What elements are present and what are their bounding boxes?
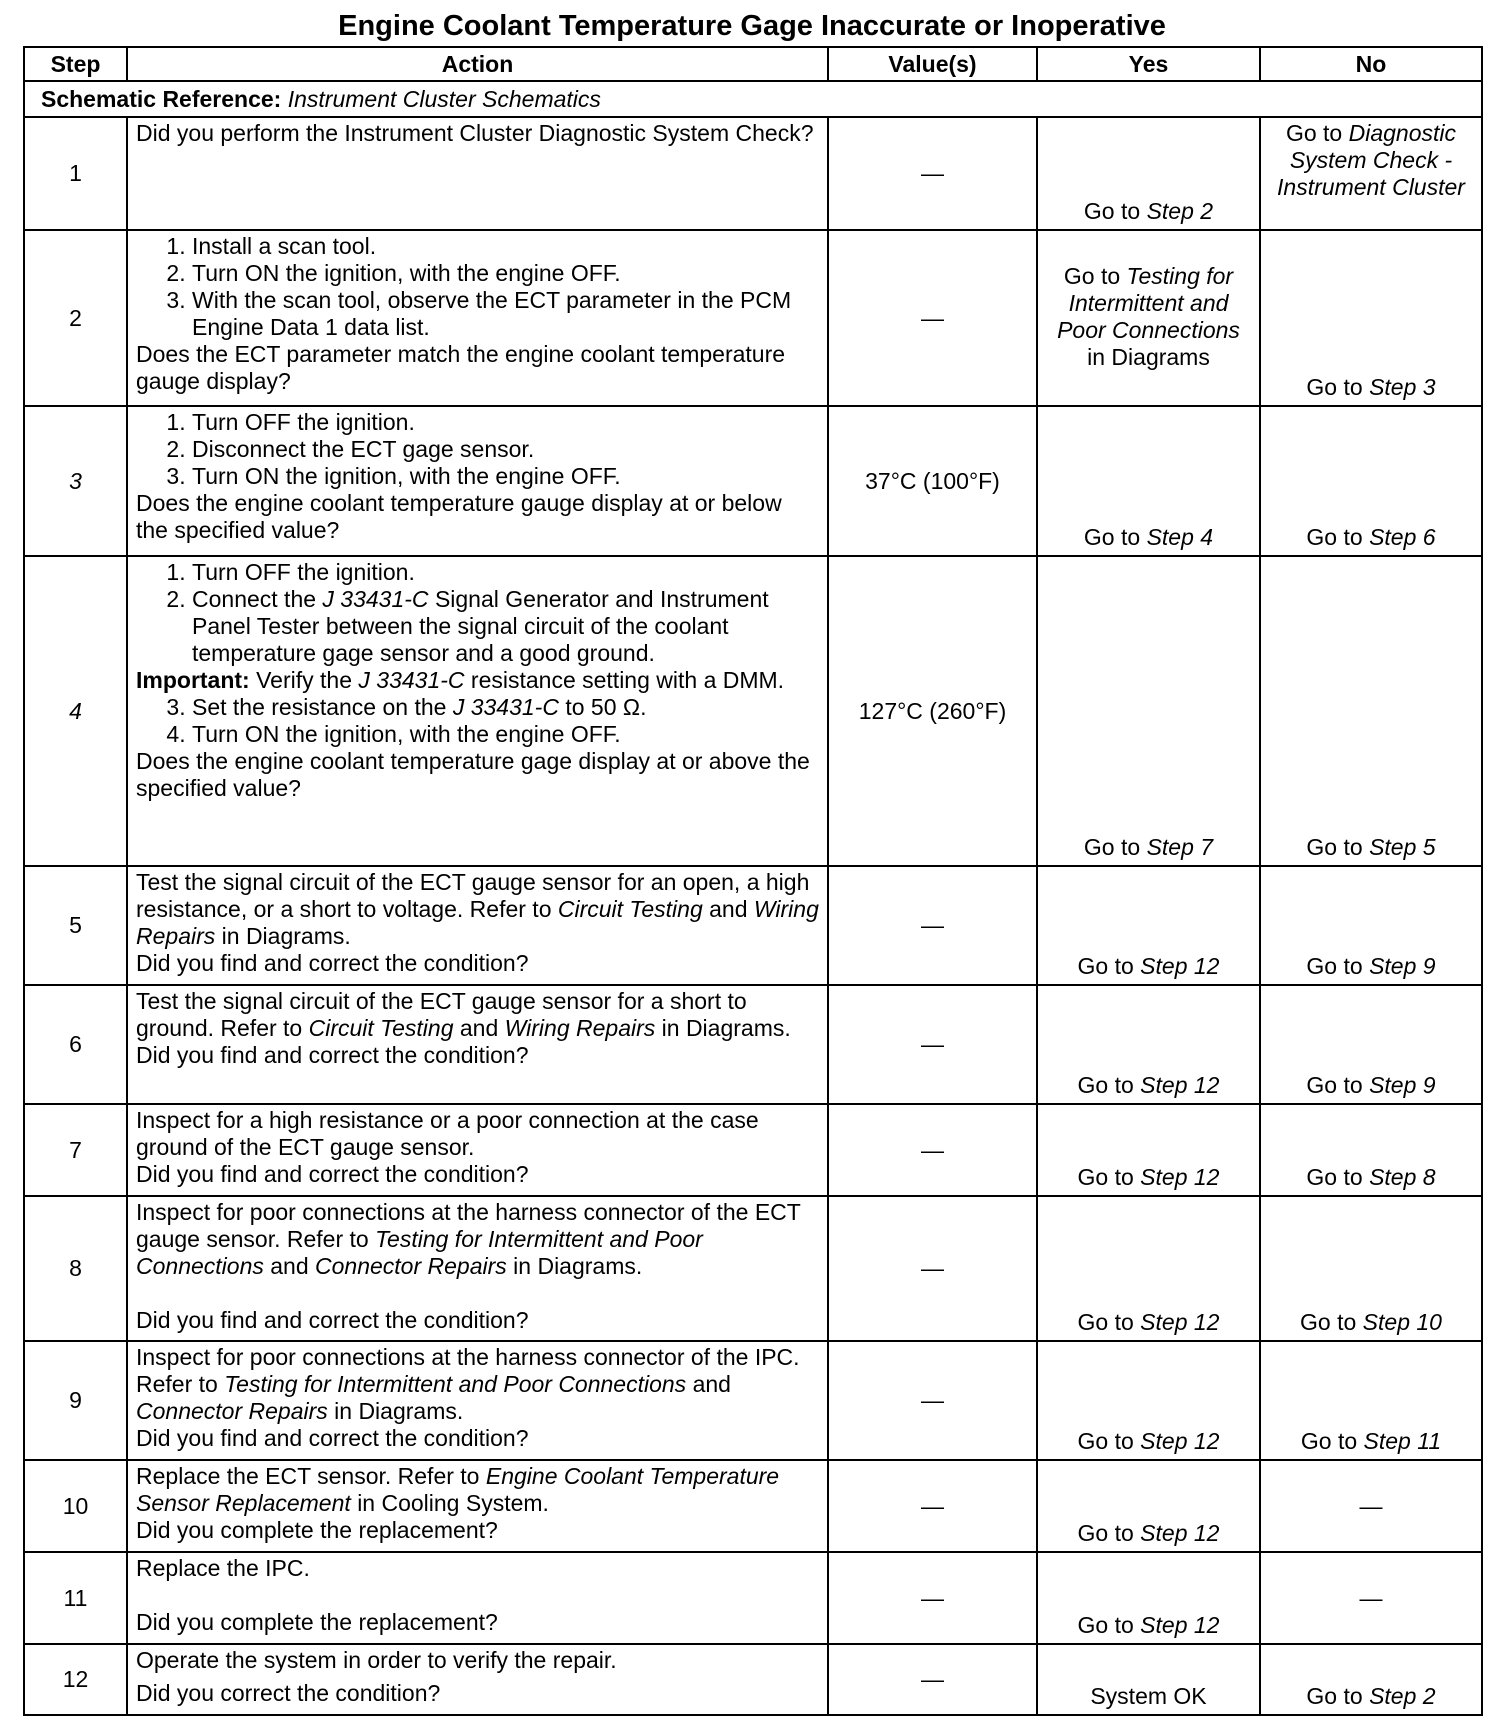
go-to-text: Go to [1306,834,1363,860]
table-row [24,406,1482,556]
action-cell [127,1104,828,1196]
action-cell [127,406,828,556]
action-text-part: Inspect for poor connections at the harness connector of the ECT gauge sensor. Refer to [136,1199,801,1252]
tool-name: J 33431-C [322,586,429,612]
yes-cell [1037,1341,1260,1460]
list-item [192,694,819,721]
action-text [136,1199,819,1280]
value-cell: — [828,1552,1037,1644]
question-text: Does the engine coolant temperature gage display at or above the specified value? [136,748,810,801]
go-to-text: Go to [1077,953,1134,979]
list-item-text: Set the resistance on the [192,694,447,720]
conjunction: and [459,1015,499,1041]
step-number: 1 [24,117,127,230]
step-link[interactable]: Step 10 [1362,1309,1442,1335]
no-cell [1260,556,1482,866]
step-number: 7 [24,1104,127,1196]
go-to-text: Go to [1306,524,1363,550]
reference-link[interactable]: Connector Repairs [315,1253,507,1279]
step-link[interactable]: Step 12 [1140,1164,1220,1190]
go-to-text: Go to [1306,1072,1363,1098]
reference-link[interactable]: Testing for Intermittent and Poor Connections [1057,263,1240,343]
list-item: 3. With the scan tool, observe the ECT parameter in the PCM Engine Data 1 data list. [192,287,819,341]
step-link[interactable]: Step 6 [1369,524,1436,550]
go-to-text: Go to [1300,1428,1358,1454]
no-cell [1260,1644,1482,1715]
list-item: 1. Turn OFF the ignition. [192,559,819,586]
go-to-text: Go to [1077,1072,1134,1098]
table-row [24,985,1482,1104]
action-list [136,559,819,667]
step-number: 11 [24,1552,127,1644]
question-text: Does the engine coolant temperature gauge display at or below the specified value? [136,490,782,543]
tool-name: J 33431-C [452,694,559,720]
step-number: 5 [24,866,127,985]
action-text-part: Test the signal circuit of the ECT gauge sensor for a short to ground. Refer to [136,988,747,1041]
no-cell [1260,866,1482,985]
in-diagrams-text: in Diagrams [1087,344,1210,370]
diagnostic-table [23,46,1483,1716]
action-list [136,233,819,341]
action-text [136,1344,819,1425]
no-cell [1260,985,1482,1104]
yes-cell [1037,1460,1260,1552]
page-title: Engine Coolant Temperature Gage Inaccurate or Inoperative [338,10,1166,42]
reference-link[interactable]: Connector Repairs [136,1398,328,1424]
action-cell [127,866,828,985]
value-cell: — [828,866,1037,985]
reference-link[interactable]: Wiring Repairs [504,1015,656,1041]
schematic-link[interactable]: Instrument Cluster Schematics [287,85,601,112]
tool-name: J 33431-C [358,667,465,693]
header-row [24,47,1482,81]
list-item: 3. Turn ON the ignition, with the engine OFF. [192,463,819,490]
in-section-text: in Cooling System. [357,1490,549,1516]
list-item-text: to 50 Ω. [565,694,647,720]
action-cell [127,117,828,230]
action-cell [127,1341,828,1460]
question-text: Did you complete the replacement? [136,1517,498,1543]
go-to-text: Go to [1306,1683,1363,1709]
value-cell: — [828,1341,1037,1460]
list-item-text: Connect the [192,586,317,612]
header-value: Value(s) [828,47,1037,81]
reference-link[interactable]: Diagnostic System Check - Instrument Cluster [1277,120,1465,200]
go-to-text: Go to [1077,1309,1134,1335]
table-row [24,1104,1482,1196]
no-cell [1260,1196,1482,1341]
step-number [24,406,127,556]
step-link[interactable]: Step 12 [1140,1309,1220,1335]
action-text [136,1463,819,1517]
yes-cell [1037,866,1260,985]
action-text [136,869,819,950]
schematic-row [24,81,1482,117]
go-to-text: Go to [1285,120,1343,146]
no-cell [1260,406,1482,556]
no-cell: — [1260,1552,1482,1644]
reference-link[interactable]: Testing for Intermittent and Poor Connections [136,1226,703,1279]
step-link[interactable]: Step 2 [1146,198,1214,224]
important-note [136,667,819,694]
action-cell [127,1552,828,1644]
header-step: Step [24,47,127,81]
reference-link[interactable]: Testing for Intermittent and Poor Connections [224,1371,687,1397]
question-text: Did you find and correct the condition? [136,1161,529,1187]
step-number: 12 [24,1644,127,1715]
schematic-label: Schematic Reference: [41,85,282,112]
step-number: 2 [24,230,127,406]
important-text: Verify the [256,667,352,693]
step-link[interactable]: Step 12 [1140,1428,1220,1454]
action-cell [127,1644,828,1715]
yes-cell [1037,985,1260,1104]
step-link[interactable]: Step 5 [1369,834,1436,860]
in-diagrams-text: in Diagrams. [221,923,351,949]
no-cell [1260,117,1482,230]
step-link[interactable]: Step 12 [1140,1612,1220,1638]
value-cell: — [828,1196,1037,1341]
table-row [24,556,1482,866]
step-number-text: 3 [69,467,82,494]
go-to-text: Go to [1306,1164,1363,1190]
list-item: 1. Install a scan tool. [192,233,819,260]
question-text: Did you find and correct the condition? [136,1425,529,1451]
action-text-part: Test the signal circuit of the ECT gauge sensor for an open, a high resistance, or a short to voltage. Refer to [136,869,810,922]
action-cell [127,985,828,1104]
value-cell: — [828,117,1037,230]
question-text: Did you correct the condition? [136,1680,441,1706]
no-cell: — [1260,1460,1482,1552]
value-cell: 127°C (260°F) [828,556,1037,866]
conjunction: and [270,1253,309,1279]
table-row [24,1341,1482,1460]
action-cell [127,1460,828,1552]
spacer [136,1582,819,1609]
value-cell: — [828,1644,1037,1715]
go-to-text: Go to [1083,198,1141,224]
action-text: Operate the system in order to verify the repair. [136,1647,617,1673]
in-diagrams-text: in Diagrams. [334,1398,464,1424]
step-link[interactable]: Step 3 [1369,374,1436,400]
list-item [192,586,819,667]
action-list [136,409,819,490]
header-yes: Yes [1037,47,1260,81]
go-to-text: Go to [1083,834,1141,860]
reference-link[interactable]: Circuit Testing [308,1015,454,1041]
list-item: 4. Turn ON the ignition, with the engine OFF. [192,721,819,748]
step-number: 9 [24,1341,127,1460]
value-cell: — [828,230,1037,406]
step-link[interactable]: Step 12 [1140,953,1220,979]
action-list [136,694,819,748]
step-link[interactable]: Step 12 [1140,1520,1220,1546]
yes-cell [1037,230,1260,406]
go-to-text: Go to [1306,374,1363,400]
value-cell: — [828,1104,1037,1196]
no-cell [1260,230,1482,406]
go-to-text: Go to [1077,1612,1134,1638]
in-diagrams-text: in Diagrams. [513,1253,643,1279]
action-text [136,988,819,1042]
value-cell: — [828,985,1037,1104]
go-to-text: Go to [1077,1164,1134,1190]
conjunction: and [692,1371,731,1397]
step-number-text: 4 [69,697,82,724]
question-text: Does the ECT parameter match the engine coolant temperature gauge display? [136,341,786,394]
step-number: 6 [24,985,127,1104]
spacer [136,1280,819,1307]
table-row [24,1196,1482,1341]
important-label: Important: [136,667,250,693]
step-link[interactable]: Step 11 [1363,1428,1442,1454]
go-to-text: Go to [1063,263,1121,289]
question-text: Did you find and correct the condition? [136,1307,529,1333]
step-link[interactable]: Step 4 [1146,524,1214,550]
go-to-text: Go to [1077,1428,1134,1454]
yes-cell [1037,556,1260,866]
action-cell [127,1196,828,1341]
step-link[interactable]: Step 9 [1369,1072,1436,1098]
in-diagrams-text: in Diagrams. [661,1015,791,1041]
step-number: 10 [24,1460,127,1552]
header-action: Action [127,47,828,81]
step-link[interactable]: Step 8 [1369,1164,1436,1190]
step-link[interactable]: Step 7 [1146,834,1214,860]
yes-cell [1037,1196,1260,1341]
go-to-text: Go to [1077,1520,1134,1546]
no-cell [1260,1341,1482,1460]
question-text: Did you complete the replacement? [136,1609,498,1635]
yes-cell [1037,117,1260,230]
list-item: 2. Turn ON the ignition, with the engine OFF. [192,260,819,287]
action-text: Inspect for a high resistance or a poor connection at the case ground of the ECT gauge sensor. [136,1107,759,1160]
step-link[interactable]: Step 12 [1140,1072,1220,1098]
step-link[interactable]: Step 9 [1369,953,1436,979]
action-text-part: Inspect for poor connections at the harness connector of the IPC. Refer to [136,1344,800,1397]
question-text: Did you find and correct the condition? [136,1042,529,1068]
yes-cell [1037,1552,1260,1644]
conjunction: and [709,896,748,922]
list-item: 2. Disconnect the ECT gage sensor. [192,436,819,463]
go-to-text: Go to [1300,1309,1357,1335]
reference-link[interactable]: Engine Coolant Temperature Sensor Replacement [136,1463,780,1516]
list-item-text: Signal Generator and Instrument Panel Tester between the signal circuit of the coolant temperature gage sensor and a good ground. [192,586,769,666]
no-cell [1260,1104,1482,1196]
go-to-text: Go to [1083,524,1141,550]
header-no: No [1260,47,1482,81]
table-row [24,117,1482,230]
step-number [24,556,127,866]
action-text: Did you perform the Instrument Cluster Diagnostic System Check? [136,120,814,146]
table-row [24,1644,1482,1715]
go-to-text: Go to [1306,953,1363,979]
reference-link[interactable]: Circuit Testing [557,896,703,922]
reference-link[interactable]: Wiring Repairs [136,896,819,949]
important-text: resistance setting with a DMM. [470,667,785,693]
step-link[interactable]: Step 2 [1369,1683,1436,1709]
step-number: 8 [24,1196,127,1341]
yes-cell [1037,406,1260,556]
yes-cell: System OK [1037,1644,1260,1715]
action-cell [127,230,828,406]
yes-cell [1037,1104,1260,1196]
value-cell: 37°C (100°F) [828,406,1037,556]
table-row [24,866,1482,985]
question-text: Did you find and correct the condition? [136,950,529,976]
value-cell: — [828,1460,1037,1552]
list-item: 1. Turn OFF the ignition. [192,409,819,436]
table-row [24,230,1482,406]
table-row [24,1552,1482,1644]
action-cell [127,556,828,866]
action-text-part: Replace the ECT sensor. Refer to [136,1463,480,1489]
table-row [24,1460,1482,1552]
schematic-reference [24,81,1482,117]
action-text: Replace the IPC. [136,1555,310,1581]
